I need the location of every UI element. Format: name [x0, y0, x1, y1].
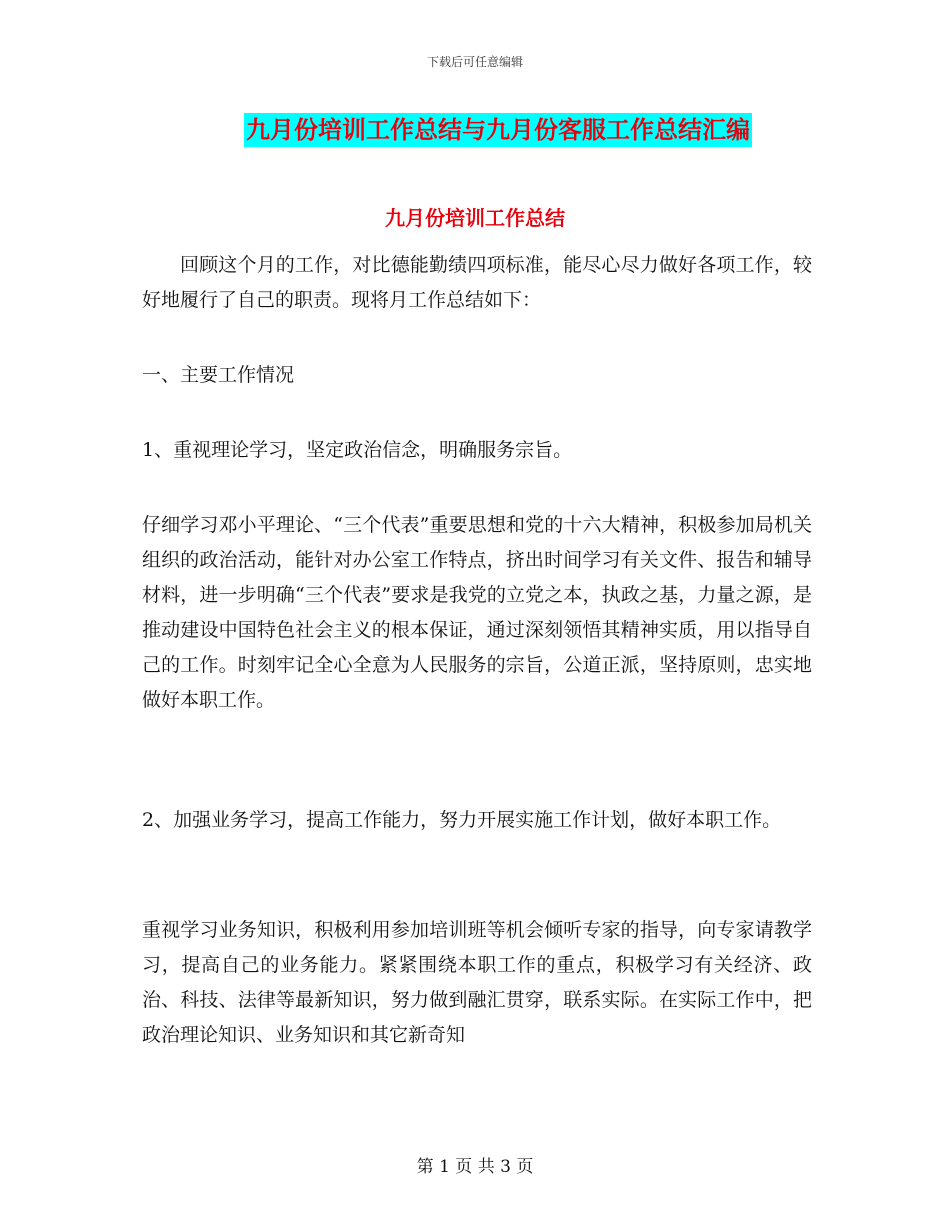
header-note: 下载后可任意编辑: [426, 55, 523, 69]
document-title: 九月份培训工作总结与九月份客服工作总结汇编: [244, 113, 752, 147]
subheading-business-study: 2、加强业务学习，提高工作能力，努力开展实施工作计划，做好本职工作。: [142, 809, 782, 831]
heading-main-work: 一、主要工作情况: [142, 364, 295, 386]
subheading-theory-study: 1、重视理论学习，坚定政治信念，明确服务宗旨。: [142, 439, 573, 461]
main-title-container: [0, 113, 950, 147]
section-title: 九月份培训工作总结: [385, 206, 565, 230]
paragraph-intro: 回顾这个月的工作，对比德能勤绩四项标准，能尽心尽力做好各项工作，较好地履行了自己的职责。现将月工作总结如下：: [142, 254, 812, 311]
page-indicator: 第 1 页 共 3 页: [416, 1157, 534, 1177]
paragraph-business-study: 重视学习业务知识，积极利用参加培训班等机会倾听专家的指导，向专家请教学习，提高自己的业务能力。紧紧围绕本职工作的重点，积极学习有关经济、政治、科技、法律等最新知识，努力做到融汇贯穿，联系实际。在实际工作中，把政治理论知识、业务知识和其它新奇知: [142, 919, 812, 1046]
paragraph-theory-study: 仔细学习邓小平理论、“三个代表”重要思想和党的十六大精神，积极参加局机关组织的政治活动，能针对办公室工作特点，挤出时间学习有关文件、报告和辅导材料，进一步明确“三个代表”要求是我党的立党之本，执政之基，力量之源，是推动建设中国特色社会主义的根本保证，通过深刻领悟其精神实质，用以指导自己的工作。时刻牢记全心全意为人民服务的宗旨，公道正派，坚持原则，忠实地做好本职工作。: [142, 514, 812, 711]
